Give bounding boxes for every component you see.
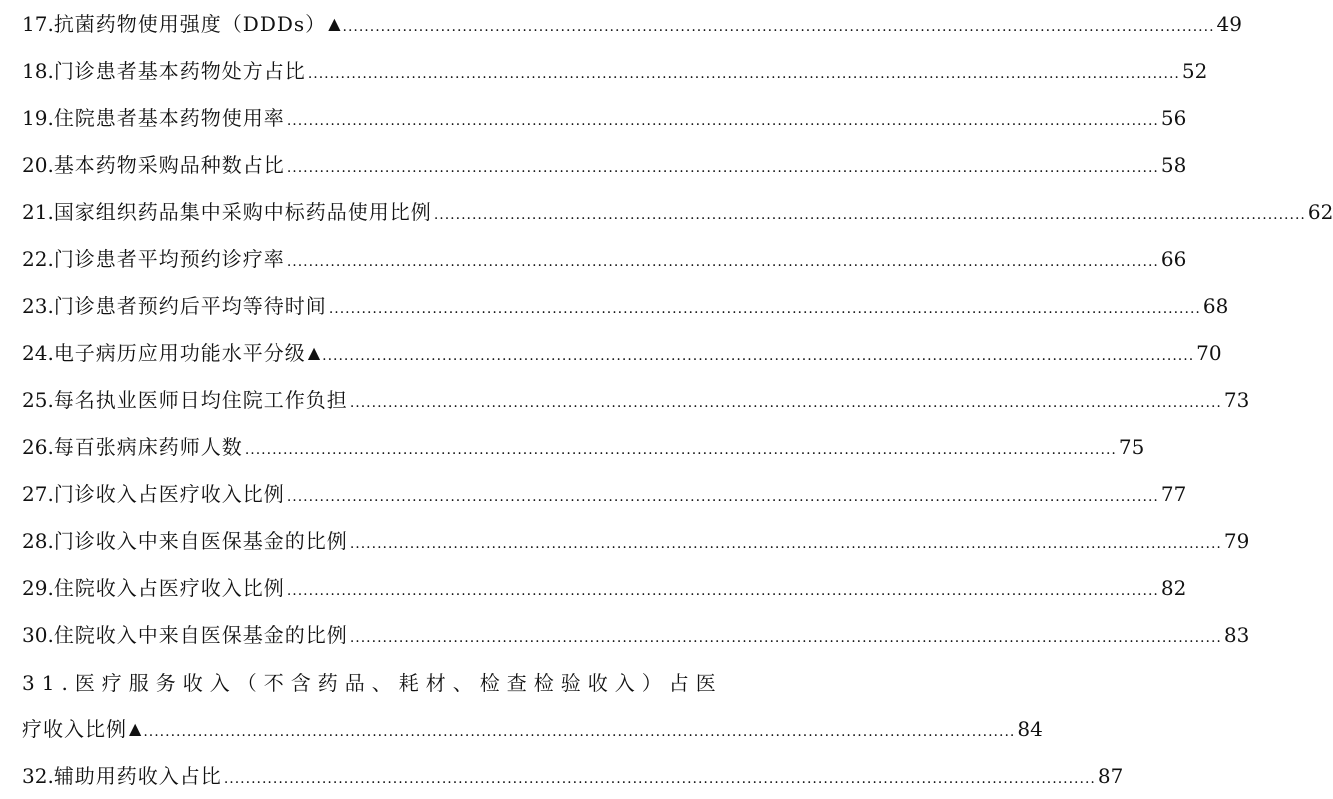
toc-entry[interactable] [22,141,1187,188]
toc-entry-number: 25. [22,387,54,412]
toc-entry-title-continued: 疗收入比例 [22,716,127,741]
toc-page-number: 49 [1216,11,1242,36]
toc-entry-title: 门诊收入占医疗收入比例 [53,481,285,506]
toc-entry-31-line2[interactable] [22,705,1043,752]
toc-page-number: 82 [1160,575,1187,600]
leader-dots: ................................................................................................................................................................ [328,300,1201,317]
leader-dots: ................................................................................................................................................................ [286,488,1159,505]
toc-page-number: 75 [1118,434,1145,459]
toc-entry-title: 基本药物采购品种数占比 [53,152,285,177]
toc-page-number: 83 [1223,622,1250,647]
toc-entry[interactable] [22,517,1250,564]
toc-entry-title: 住院收入占医疗收入比例 [53,575,285,600]
leader-dots: ................................................................................................................................................................ [143,723,1016,740]
toc-entry[interactable] [22,47,1208,94]
triangle-marker-icon: ▲ [129,718,142,738]
leader-dots: ................................................................................................................................................................ [286,253,1159,270]
toc-entry-number: 23. [22,293,54,318]
toc-entry-number: 28. [22,528,54,553]
toc-entry-title: 辅助用药收入占比 [53,763,222,788]
triangle-marker-icon: ▲ [307,342,321,362]
toc-entry-number: 32. [22,763,54,788]
toc-entry[interactable] [22,470,1187,517]
leader-dots: ................................................................................................................................................................ [244,441,1117,458]
table-of-contents [22,0,1333,799]
toc-page-number: 68 [1202,293,1229,318]
toc-entry-number: 30. [22,622,54,647]
leader-dots: ................................................................................................................................................................ [286,112,1159,129]
toc-entry-title: 医疗服务收入（不含药品、耗材、检查检验收入）占医 [74,671,723,695]
toc-entry[interactable] [22,329,1222,376]
leader-dots: ................................................................................................................................................................ [349,535,1222,552]
toc-page-number: 58 [1160,152,1187,177]
toc-entry-number: 21. [22,199,54,224]
leader-dots: ................................................................................................................................................................ [223,770,1096,787]
toc-entry-title: 住院收入中来自医保基金的比例 [53,622,348,647]
toc-entry-title: 电子病历应用功能水平分级 [53,340,306,365]
leader-dots: ................................................................................................................................................................ [433,206,1306,223]
toc-entry-number: 20. [22,152,54,177]
toc-entry[interactable] [22,188,1333,235]
toc-entry[interactable] [22,564,1187,611]
toc-entry-title: 住院患者基本药物使用率 [53,105,285,130]
toc-entry-number: 31. [22,671,75,695]
toc-page-number: 87 [1097,763,1124,788]
leader-dots: ................................................................................................................................................................ [286,159,1159,176]
leader-dots: ................................................................................................................................................................ [286,582,1159,599]
toc-entry-31-number-title [22,667,723,696]
toc-entry-title: 门诊患者预约后平均等待时间 [53,293,327,318]
toc-entry-number: 19. [22,105,54,130]
toc-entry-title: 门诊患者平均预约诊疗率 [53,246,285,271]
toc-page-number: 70 [1196,340,1222,365]
toc-page-number: 52 [1181,58,1208,83]
triangle-marker-icon: ▲ [328,13,341,33]
toc-entry-number: 29. [22,575,54,600]
toc-entry[interactable] [22,282,1229,329]
leader-dots: ................................................................................................................................................................ [307,65,1180,82]
toc-entry-number: 17. [22,11,54,36]
toc-entries [22,0,1333,658]
toc-entry-title: 国家组织药品集中采购中标药品使用比例 [53,199,432,224]
toc-entry-title: 每百张病床药师人数 [53,434,243,459]
leader-dots: ................................................................................................................................................................ [349,394,1222,411]
toc-entry[interactable] [22,235,1187,282]
toc-page-number: 66 [1160,246,1187,271]
toc-entry-number: 18. [22,58,54,83]
toc-page-number: 79 [1223,528,1250,553]
leader-dots: ................................................................................................................................................................ [322,347,1195,364]
toc-entry-number: 24. [22,340,54,365]
toc-entry[interactable] [22,376,1250,423]
toc-entry-32[interactable] [22,752,1124,799]
toc-entry-title: 门诊收入中来自医保基金的比例 [53,528,348,553]
toc-page-number: 62 [1307,199,1333,224]
toc-entry-title: 每名执业医师日均住院工作负担 [53,387,348,412]
toc-entry-number: 26. [22,434,54,459]
leader-dots: ................................................................................................................................................................ [342,18,1215,35]
toc-page-number: 56 [1160,105,1187,130]
toc-entry[interactable] [22,611,1250,658]
toc-entry-31-line1[interactable] [22,658,723,705]
toc-entry[interactable] [22,0,1242,47]
toc-entry[interactable] [22,94,1187,141]
toc-entry-title: 门诊患者基本药物处方占比 [53,58,306,83]
toc-entry-title: 抗菌药物使用强度（DDDs） [53,11,327,36]
leader-dots: ................................................................................................................................................................ [349,629,1222,646]
toc-page-number: 73 [1223,387,1250,412]
toc-entry-number: 22. [22,246,54,271]
toc-entry[interactable] [22,423,1145,470]
toc-page-number: 84 [1017,716,1043,741]
toc-page-number: 77 [1160,481,1187,506]
toc-entry-number: 27. [22,481,54,506]
